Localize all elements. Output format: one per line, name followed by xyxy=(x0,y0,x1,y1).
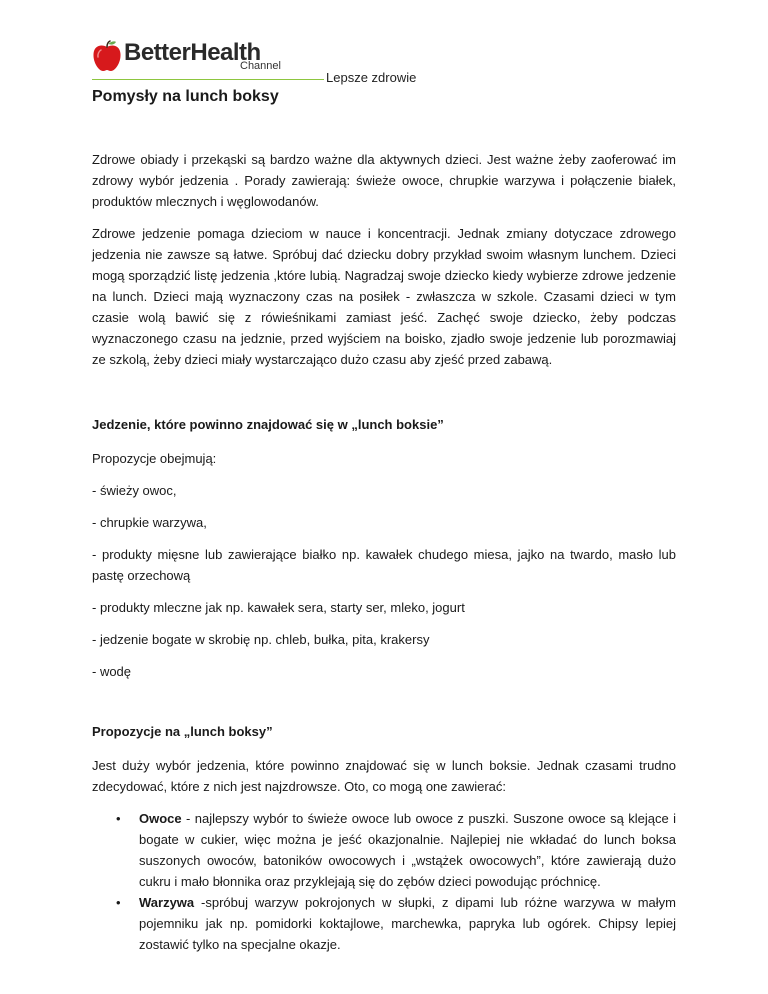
intro-paragraph-2: Zdrowe jedzenie pomaga dzieciom w nauce i koncentracji. Jednak zmiany dotyczace zdrowego jedzenia nie zawsze są łatwe. Spróbuj dać dziecku dobry przykład swoim własnym lunchem. Dzieci mogą sporządzić listę jedzenia ,które lubią. Nagradzaj swoje dziecko kiedy wybierze zdrowe jedzenie na lunch. Dzieci mają wyznaczony czas na posiłek - zwłaszcza w szkole. Czasami dzieci w tym czasie wolą bawić się z rówieśnikami zamiast jeść. Zachęć swoje dziecko, żeby podczas wyznaczonego czasu na jedznie, przed wyjściem na boisko, zjadło swoje jedzenie lub porozmawiaj ze szkolą, żeby dzieci miały wystarczająco dużo czasu aby zjeść przed zabawą. xyxy=(92,226,676,367)
page-title: Pomysły na lunch boksy xyxy=(92,88,279,105)
section-ideas-lead: Jest duży wybór jedzenia, które powinno znajdować się w lunch boksie. Jednak czasami trudno zdecydować, które z nich jest najzdrowsze. Oto, co mogą one zawierać: xyxy=(92,758,676,794)
section-heading-food: Jedzenie, które powinno znajdować się w „lunch boksie” xyxy=(92,417,444,432)
header-rule xyxy=(92,79,324,80)
list-item xyxy=(116,892,676,955)
tagline: Lepsze zdrowie xyxy=(326,70,417,85)
bullet-icon: • xyxy=(116,895,121,910)
section-heading-ideas: Propozycje na „lunch boksy” xyxy=(92,724,273,739)
food-item: - produkty mięsne lub zawierające białko np. kawałek chudego miesa, jajko na twardo, masło lub pastę orzechową xyxy=(92,547,676,583)
apple-logo-icon xyxy=(92,40,122,72)
tip-text: - najlepszy wybór to świeże owoce lub owoce z puszki. Suszone owoce są klejące i bogate w cukier, więc można je jeść okazjonalnie. Najlepiej nie wkładać do lunch boksa suszonych owoców, batoników owocowych i „wstążek owocowych”, które zawierają dużo cukru i mało błonnika oraz przyklejają się do zębów dzieci powodując próchnicę. xyxy=(139,811,676,889)
better-health-logo[interactable] xyxy=(92,40,302,74)
food-item: - chrupkie warzywa, xyxy=(92,515,207,530)
food-item: - jedzenie bogate w skrobię np. chleb, bułka, pita, krakersy xyxy=(92,632,430,647)
food-item: - wodę xyxy=(92,664,132,679)
brand-better: Better xyxy=(124,39,191,66)
bullet-icon: • xyxy=(116,811,121,826)
list-item xyxy=(116,808,676,892)
tips-list xyxy=(92,808,676,955)
tip-text: -spróbuj warzyw pokrojonych w słupki, z dipami lub różne warzywa w małym pojemniku jak np. pomidorki koktajlowe, marchewka, papryka lub ogórek. Chipsy lepiej zostawić tylko na specjalne okazje. xyxy=(139,895,676,952)
document-body xyxy=(92,149,676,955)
intro-paragraph-1: Zdrowe obiady i przekąski są bardzo ważne dla aktywnych dzieci. Jest ważne żeby zaoferować im zdrowy wybór jedzenia . Porady zawierają: świeże owoce, chrupkie warzywa i połączenie białek, produktów mlecznych i węglowodanów. xyxy=(92,152,676,209)
section-food-lead: Propozycje obejmują: xyxy=(92,451,217,466)
tip-term: Warzywa xyxy=(139,895,195,910)
tip-term: Owoce xyxy=(139,811,182,826)
food-item: - świeży owoc, xyxy=(92,483,177,498)
brand-sub: Channel xyxy=(240,60,281,72)
food-item: - produkty mleczne jak np. kawałek sera, starty ser, mleko, jogurt xyxy=(92,600,465,615)
brand-health: Health xyxy=(190,39,261,66)
